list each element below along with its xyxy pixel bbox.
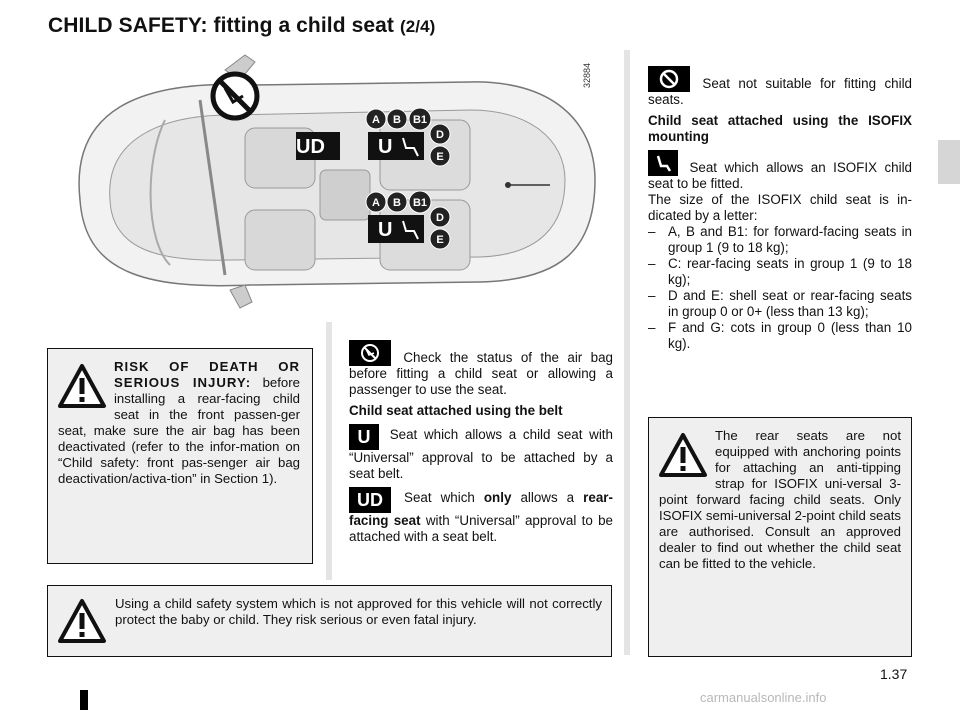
section-tab (938, 140, 960, 184)
risk-warning-text (58, 359, 300, 487)
u-text: Seat which allows a child seat with “Universal” approval to be attached by a seat belt. (349, 427, 613, 481)
airbag-paragraph (349, 340, 613, 398)
right-column (648, 66, 912, 352)
ud-text-b: allows a (520, 490, 575, 505)
ud-text-only: only (483, 490, 512, 505)
svg-text:D: D (436, 212, 444, 224)
column-divider-mid (326, 322, 332, 580)
u-label-front: U (378, 136, 393, 158)
risk-warning-bold: RISK OF DEATH OR SERIOUS INJURY: (114, 359, 300, 390)
svg-text:B1: B1 (412, 114, 428, 126)
rear-seats-warning-text (659, 428, 901, 572)
rear-seats-warning-box (648, 417, 912, 657)
svg-text:A: A (372, 197, 380, 209)
not-suitable-text: Seat not suitable for fitting child seats. (648, 76, 912, 107)
middle-column (349, 340, 613, 550)
ud-badge: UD (349, 487, 391, 513)
isofix-size-list (648, 224, 912, 352)
approval-warning-box (47, 585, 612, 657)
svg-text:D: D (436, 129, 444, 141)
footer-bar (80, 690, 88, 710)
svg-text:B1: B1 (412, 197, 428, 209)
u-badge: U (349, 424, 379, 450)
ud-text-c: with “Universal” approval to be attached with a seat belt. (349, 513, 613, 544)
watermark: carmanualsonline.info (700, 690, 827, 705)
list-item: – A, B and B1: for forward-facing seats in group 1 (9 to 18 kg); (648, 224, 912, 256)
risk-warning-body: before installing a rear-facing child seat in the front passen-ger seat, make sure the air bag has been deactivated (refer to the infor-mation on “Child safety: front pas-senger air bag deactivation/activa-tion” in Section 1). (58, 375, 300, 486)
title-part: (2/4) (399, 17, 436, 36)
figure-code: 32884 (582, 62, 592, 88)
u-paragraph (349, 424, 613, 482)
rear-seats-warning-body: The rear seats are not equipped with anchoring points for attaching an anti-tipping strap for ISOFIX uni-versal 3-point forward facing child seats. Only ISOFIX semi-universal 2-point child seats are authorised. Consult an approved dealer to find out whether the child seat can be fitted to the vehicle. (659, 428, 901, 571)
u-label-rear: U (378, 219, 393, 241)
approval-warning-text: Using a child safety system which is not approved for this vehicle will not correctly protect the baby or child. They risk serious or even fatal injury. (115, 596, 602, 627)
list-item: – D and E: shell seat or rear-facing seats in group 0 or 0+ (less than 13 kg); (648, 288, 912, 320)
airbag-text: Check the status of the air bag before fitting a child seat or allowing a passenger to use the seat. (349, 350, 613, 397)
list-item: – F and G: cots in group 0 (less than 10 kg). (648, 320, 912, 352)
not-suitable-paragraph (648, 66, 912, 108)
no-airbag-icon (213, 74, 257, 118)
svg-text:A: A (372, 114, 380, 126)
isofix-heading: Child seat attached using the ISOFIX mounting (648, 113, 912, 144)
ud-text-a: Seat which (404, 490, 475, 505)
isofix-text: Seat which allows an ISOFIX child seat to be fitted. (648, 160, 912, 191)
isofix-seat-icon (648, 150, 678, 176)
svg-text:B: B (393, 114, 401, 126)
svg-text:E: E (436, 234, 444, 246)
warning-triangle-icon (57, 598, 107, 644)
ud-text-rear: rear-facing seat (349, 490, 613, 528)
ud-label-text: UD (296, 136, 325, 158)
size-intro: The size of the ISOFIX child seat is in-dicated by a letter: (648, 192, 912, 223)
svg-text:B: B (393, 197, 401, 209)
risk-warning-box (47, 348, 313, 564)
car-top-view-illustration (50, 50, 610, 320)
not-suitable-icon (648, 66, 690, 92)
airbag-check-icon (349, 340, 391, 366)
isofix-paragraph (648, 150, 912, 192)
page-title (48, 14, 435, 38)
page-number: 1.37 (880, 666, 908, 682)
belt-heading: Child seat attached using the belt (349, 403, 563, 418)
car-seat-diagram (50, 50, 610, 320)
title-main: CHILD SAFETY: fitting a child seat (48, 14, 395, 37)
svg-text:E: E (436, 151, 444, 163)
column-divider-right (624, 50, 630, 655)
ud-paragraph (349, 487, 613, 545)
list-item: – C: rear-facing seats in group 1 (9 to 18 kg); (648, 256, 912, 288)
